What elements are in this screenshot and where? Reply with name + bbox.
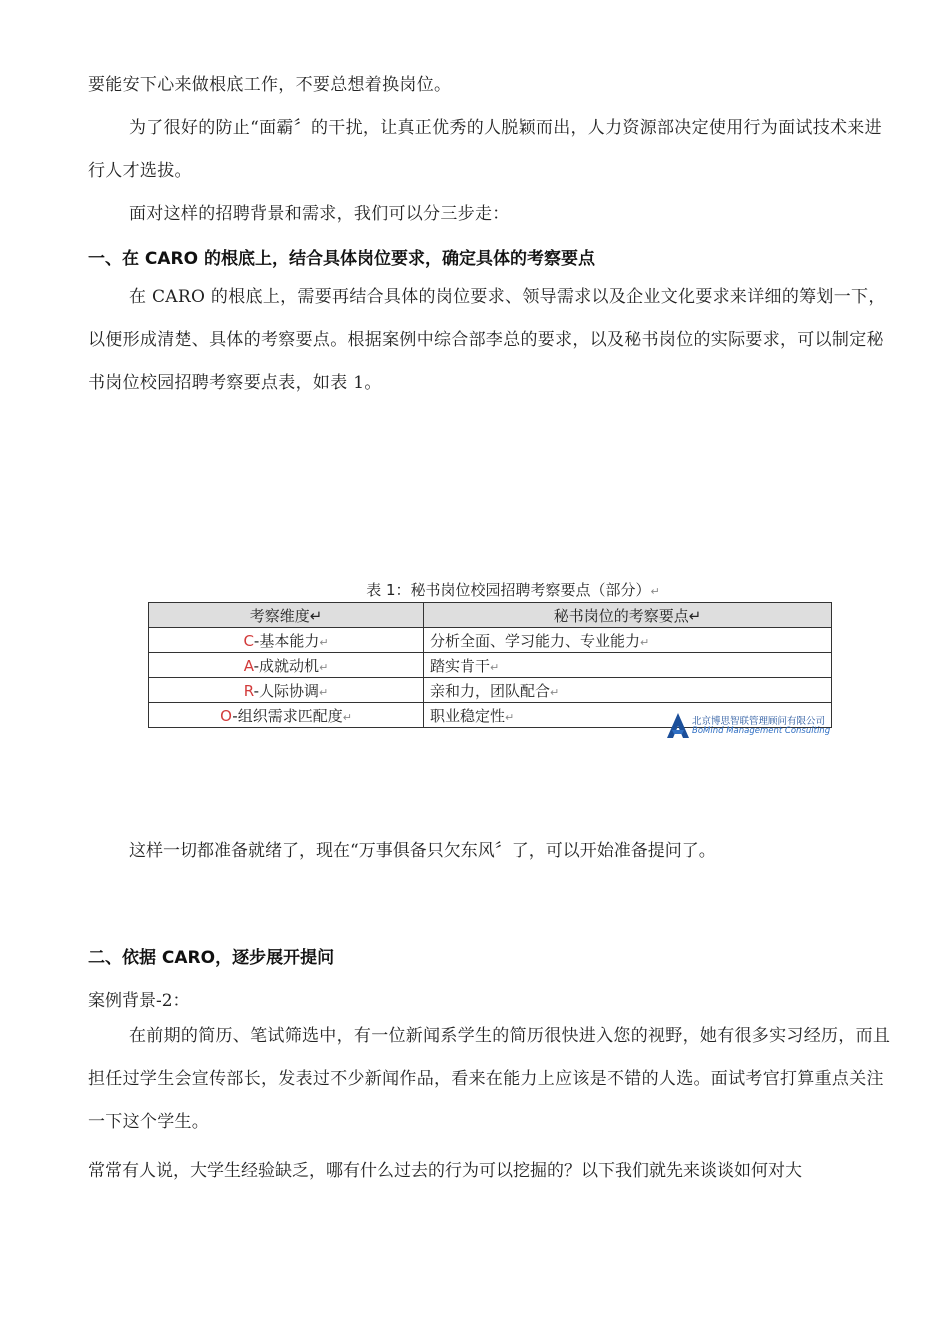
table-row [149,628,832,653]
paragraph-1: 要能安下心来做根底工作，不要总想着换岗位。 [88,75,452,95]
watermark-company-cn: 北京博思智联管理顾问有限公司 [692,716,826,727]
dimension-cell: A-成就动机↵ [149,653,424,678]
table-row [149,678,832,703]
dimension-cell: O-组织需求匹配度↵ [149,703,424,728]
paragraph-3: 面对这样的招聘背景和需求，我们可以分三步走： [129,204,510,224]
watermark-company-en: BoMind Management Consulting [692,726,831,736]
return-mark-icon: ↵ [650,585,660,598]
dimension-cell: R-人际协调↵ [149,678,424,703]
paragraph-2: 为了很好的防止“面霸〞的干扰，让真正优秀的人脱颖而出，人力资源部决定使用行为面试技术来进行人才选拔。 [88,118,882,181]
table-header-cell: 秘书岗位的考察要点↵ [424,603,832,628]
table-header-row [149,603,832,628]
table-header-cell: 考察维度↵ [149,603,424,628]
table-row [149,653,832,678]
table-caption [148,578,838,602]
section-heading-2: 二、依据 CARO，逐步展开提问 [88,948,335,968]
boss-logo-icon [666,712,690,740]
points-cell: 踏实肯干↵ [424,653,832,678]
section-heading-1: 一、在 CARO 的根底上，结合具体岗位要求，确定具体的考察要点 [88,249,596,269]
points-cell: 职业稳定性↵ [424,703,832,728]
dimension-cell: C-基本能力↵ [149,628,424,653]
paragraph-6: 案例背景-2： [88,991,190,1011]
requirements-table-figure [148,578,838,748]
paragraph-5: 这样一切都准备就绪了，现在“万事俱备只欠东风〞了，可以开始准备提问了。 [129,841,716,861]
points-cell: 亲和力，团队配合↵ [424,678,832,703]
table-caption-text: 表 1：秘书岗位校园招聘考察要点（部分） [366,581,651,599]
requirements-table [148,602,832,728]
company-watermark [666,712,836,742]
paragraph-7: 在前期的简历、笔试筛选中，有一位新闻系学生的简历很快进入您的视野，她有很多实习经历，而且担任过学生会宣传部长，发表过不少新闻作品，看来在能力上应该是不错的人选。面试考官打算重点关注一下这个学生。 [88,1026,891,1132]
paragraph-4: 在 CARO 的根底上，需要再结合具体的岗位要求、领导需求以及企业文化要求来详细的筹划一下，以便形成清楚、具体的考察要点。根据案例中综合部李总的要求，以及秘书岗位的实际要求，可以制定秘书岗位校园招聘考察要点表，如表 1。 [88,287,886,393]
points-cell: 分析全面、学习能力、专业能力↵ [424,628,832,653]
paragraph-8: 常常有人说，大学生经验缺乏，哪有什么过去的行为可以挖掘的？以下我们就先来谈谈如何对大 [88,1161,802,1181]
